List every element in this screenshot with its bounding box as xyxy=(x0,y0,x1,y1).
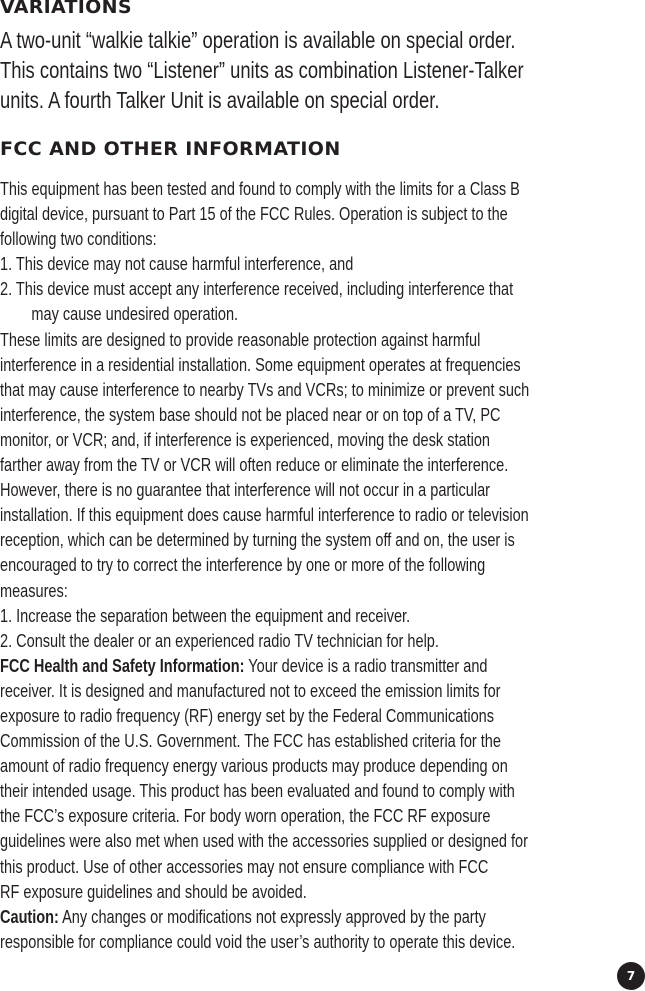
text-line: This contains two “Listener” units as combination Listener-Talker xyxy=(0,57,524,83)
text-line: that may cause interference to nearby TVs and VCRs; to minimize or prevent such xyxy=(0,378,530,400)
condition-item: 2. This device must accept any interference received, including interference that xyxy=(0,278,514,300)
text-line: RF exposure guidelines and should be avoided. xyxy=(0,880,307,902)
text-line: However, there is no guarantee that interference will not occur in a particular xyxy=(0,479,490,501)
text-line: These limits are designed to provide reasonable protection against harmful xyxy=(0,328,481,350)
text-line: interference in a residential installation. Some equipment operates at frequencies xyxy=(0,353,521,375)
text-line: digital device, pursuant to Part 15 of the FCC Rules. Operation is subject to the xyxy=(0,203,508,225)
measure-item: 1. Increase the separation between the equipment and receiver. xyxy=(0,604,411,626)
text-line: their intended usage. This product has been evaluated and found to comply with xyxy=(0,780,515,802)
text-line: farther away from the TV or VCR will often reduce or eliminate the interference. xyxy=(0,454,509,476)
text-line: This equipment has been tested and found to comply with the limits for a Class B xyxy=(0,178,520,199)
condition-item-continuation: may cause undesired operation. xyxy=(31,303,239,325)
text-line: installation. If this equipment does cause harmful interference to radio or television xyxy=(0,504,529,526)
caution-label: Caution: xyxy=(0,905,59,927)
text-line: guidelines were also met when used with the accessories supplied or designed for xyxy=(0,830,528,852)
condition-item: 1. This device may not cause harmful interference, and xyxy=(0,253,354,275)
text-line: following two conditions: xyxy=(0,228,157,250)
health-info-label: FCC Health and Safety Information: xyxy=(0,654,245,676)
text-line: amount of radio frequency energy various products may produce depending on xyxy=(0,755,508,777)
text-line: responsible for compliance could void the user’s authority to operate this device. xyxy=(0,930,516,952)
text-line: this product. Use of other accessories may not ensure compliance with FCC xyxy=(0,855,489,877)
text-line: units. A fourth Talker Unit is available on special order. xyxy=(0,87,440,113)
text-line: receiver. It is designed and manufactured not to exceed the emission limits for xyxy=(0,679,501,701)
text-line: interference, the system base should not be placed near or on top of a TV, PC xyxy=(0,403,501,425)
health-info-text: Your device is a radio transmitter and xyxy=(244,654,488,676)
fcc-heading: FCC AND OTHER INFORMATION xyxy=(0,138,341,160)
measure-item: 2. Consult the dealer or an experienced radio TV technician for help. xyxy=(0,629,439,651)
variations-paragraph xyxy=(0,25,645,115)
text-line: Commission of the U.S. Government. The FCC has established criteria for the xyxy=(0,730,501,752)
variations-heading: VARIATIONS xyxy=(0,0,132,18)
text-line: measures: xyxy=(0,579,68,601)
text-line: encouraged to try to correct the interference by one or more of the following xyxy=(0,554,486,576)
page-number-badge: 7 xyxy=(617,962,645,990)
health-info-first-line xyxy=(0,653,506,678)
text-line: exposure to radio frequency (RF) energy set by the Federal Communications xyxy=(0,704,495,726)
caution-text: Any changes or modifications not expressly approved by the party xyxy=(58,905,486,927)
text-line: monitor, or VCR; and, if interference is experienced, moving the desk station xyxy=(0,428,490,450)
caution-first-line xyxy=(0,904,506,929)
text-line: reception, which can be determined by turning the system off and on, the user is xyxy=(0,529,515,551)
text-line: the FCC’s exposure criteria. For body worn operation, the FCC RF exposure xyxy=(0,805,491,827)
text-line: A two-unit “walkie talkie” operation is available on special order. xyxy=(0,27,516,53)
fcc-body xyxy=(0,176,645,954)
